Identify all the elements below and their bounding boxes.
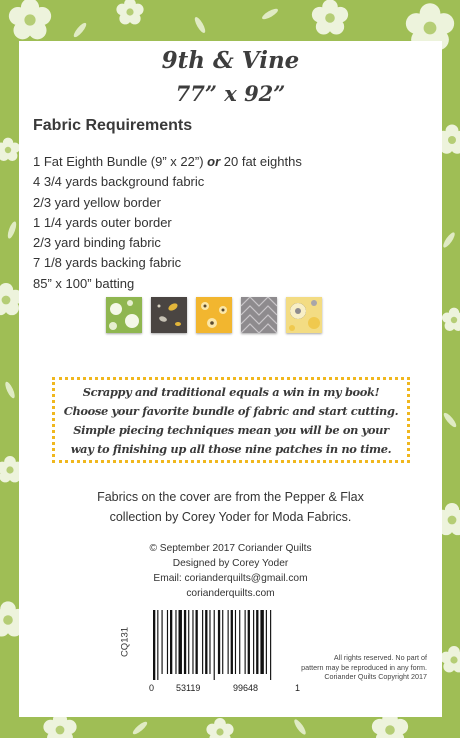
designer-text: Designed by Corey Yoder	[172, 558, 289, 569]
fabric-swatch-yellow-floral	[196, 297, 232, 333]
description-line: Choose your favorite bundle of fabric and start cutting.	[63, 404, 399, 418]
description-line: Simple piecing techniques mean you will be on your	[73, 423, 389, 437]
barcode-digit: 1	[295, 683, 301, 693]
credits	[19, 541, 442, 601]
description-line: way to finishing up all those nine patches in no time.	[70, 442, 392, 456]
barcode-digit: 0	[149, 683, 155, 693]
requirements-list	[33, 152, 302, 294]
list-item: 1 Fat Eighth Bundle (9” x 22”) or 20 fat eighths	[33, 154, 302, 169]
list-item: 4 3/4 yards background fabric	[33, 174, 205, 190]
requirements-heading: Fabric Requirements	[33, 117, 193, 134]
pattern-title: 9th & Vine	[161, 47, 300, 74]
email-text: Email: corianderquilts@gmail.com	[153, 573, 308, 584]
pattern-info-panel	[19, 41, 442, 717]
fabric-swatch-pale-yellow-floral	[286, 297, 322, 333]
barcode-digits	[149, 683, 309, 695]
list-item: 2/3 yard yellow border	[33, 194, 161, 210]
rights-notice: All rights reserved. No part of pattern may be reproduced in any form. Coriander Quilts Copyright 2017	[301, 653, 427, 681]
list-item: 7 1/8 yards backing fabric	[33, 255, 182, 271]
pattern-description-box	[52, 377, 410, 463]
copyright-text: © September 2017 Coriander Quilts	[149, 543, 312, 554]
description-line: Scrappy and traditional equals a win in my book!	[82, 385, 380, 399]
fabric-collection-note: Fabrics on the cover are from the Pepper & Flax collection by Corey Yoder for Moda Fabrics.	[97, 490, 364, 524]
list-item: 1 1/4 yards outer border	[33, 214, 172, 230]
barcode-digit: 99648	[233, 683, 259, 693]
fabric-swatch-gray-geometric	[241, 297, 277, 333]
fabric-swatch-charcoal-floral	[151, 297, 187, 333]
list-item: 85” x 100” batting	[33, 275, 135, 291]
website-text: corianderquilts.com	[186, 588, 275, 599]
pattern-code: CQ131	[119, 626, 131, 658]
fabric-swatch-green-floral	[106, 297, 142, 333]
list-item: 2/3 yard binding fabric	[33, 235, 161, 251]
pattern-size: 77” x 92”	[175, 81, 286, 106]
barcode-digit: 53119	[176, 683, 201, 693]
